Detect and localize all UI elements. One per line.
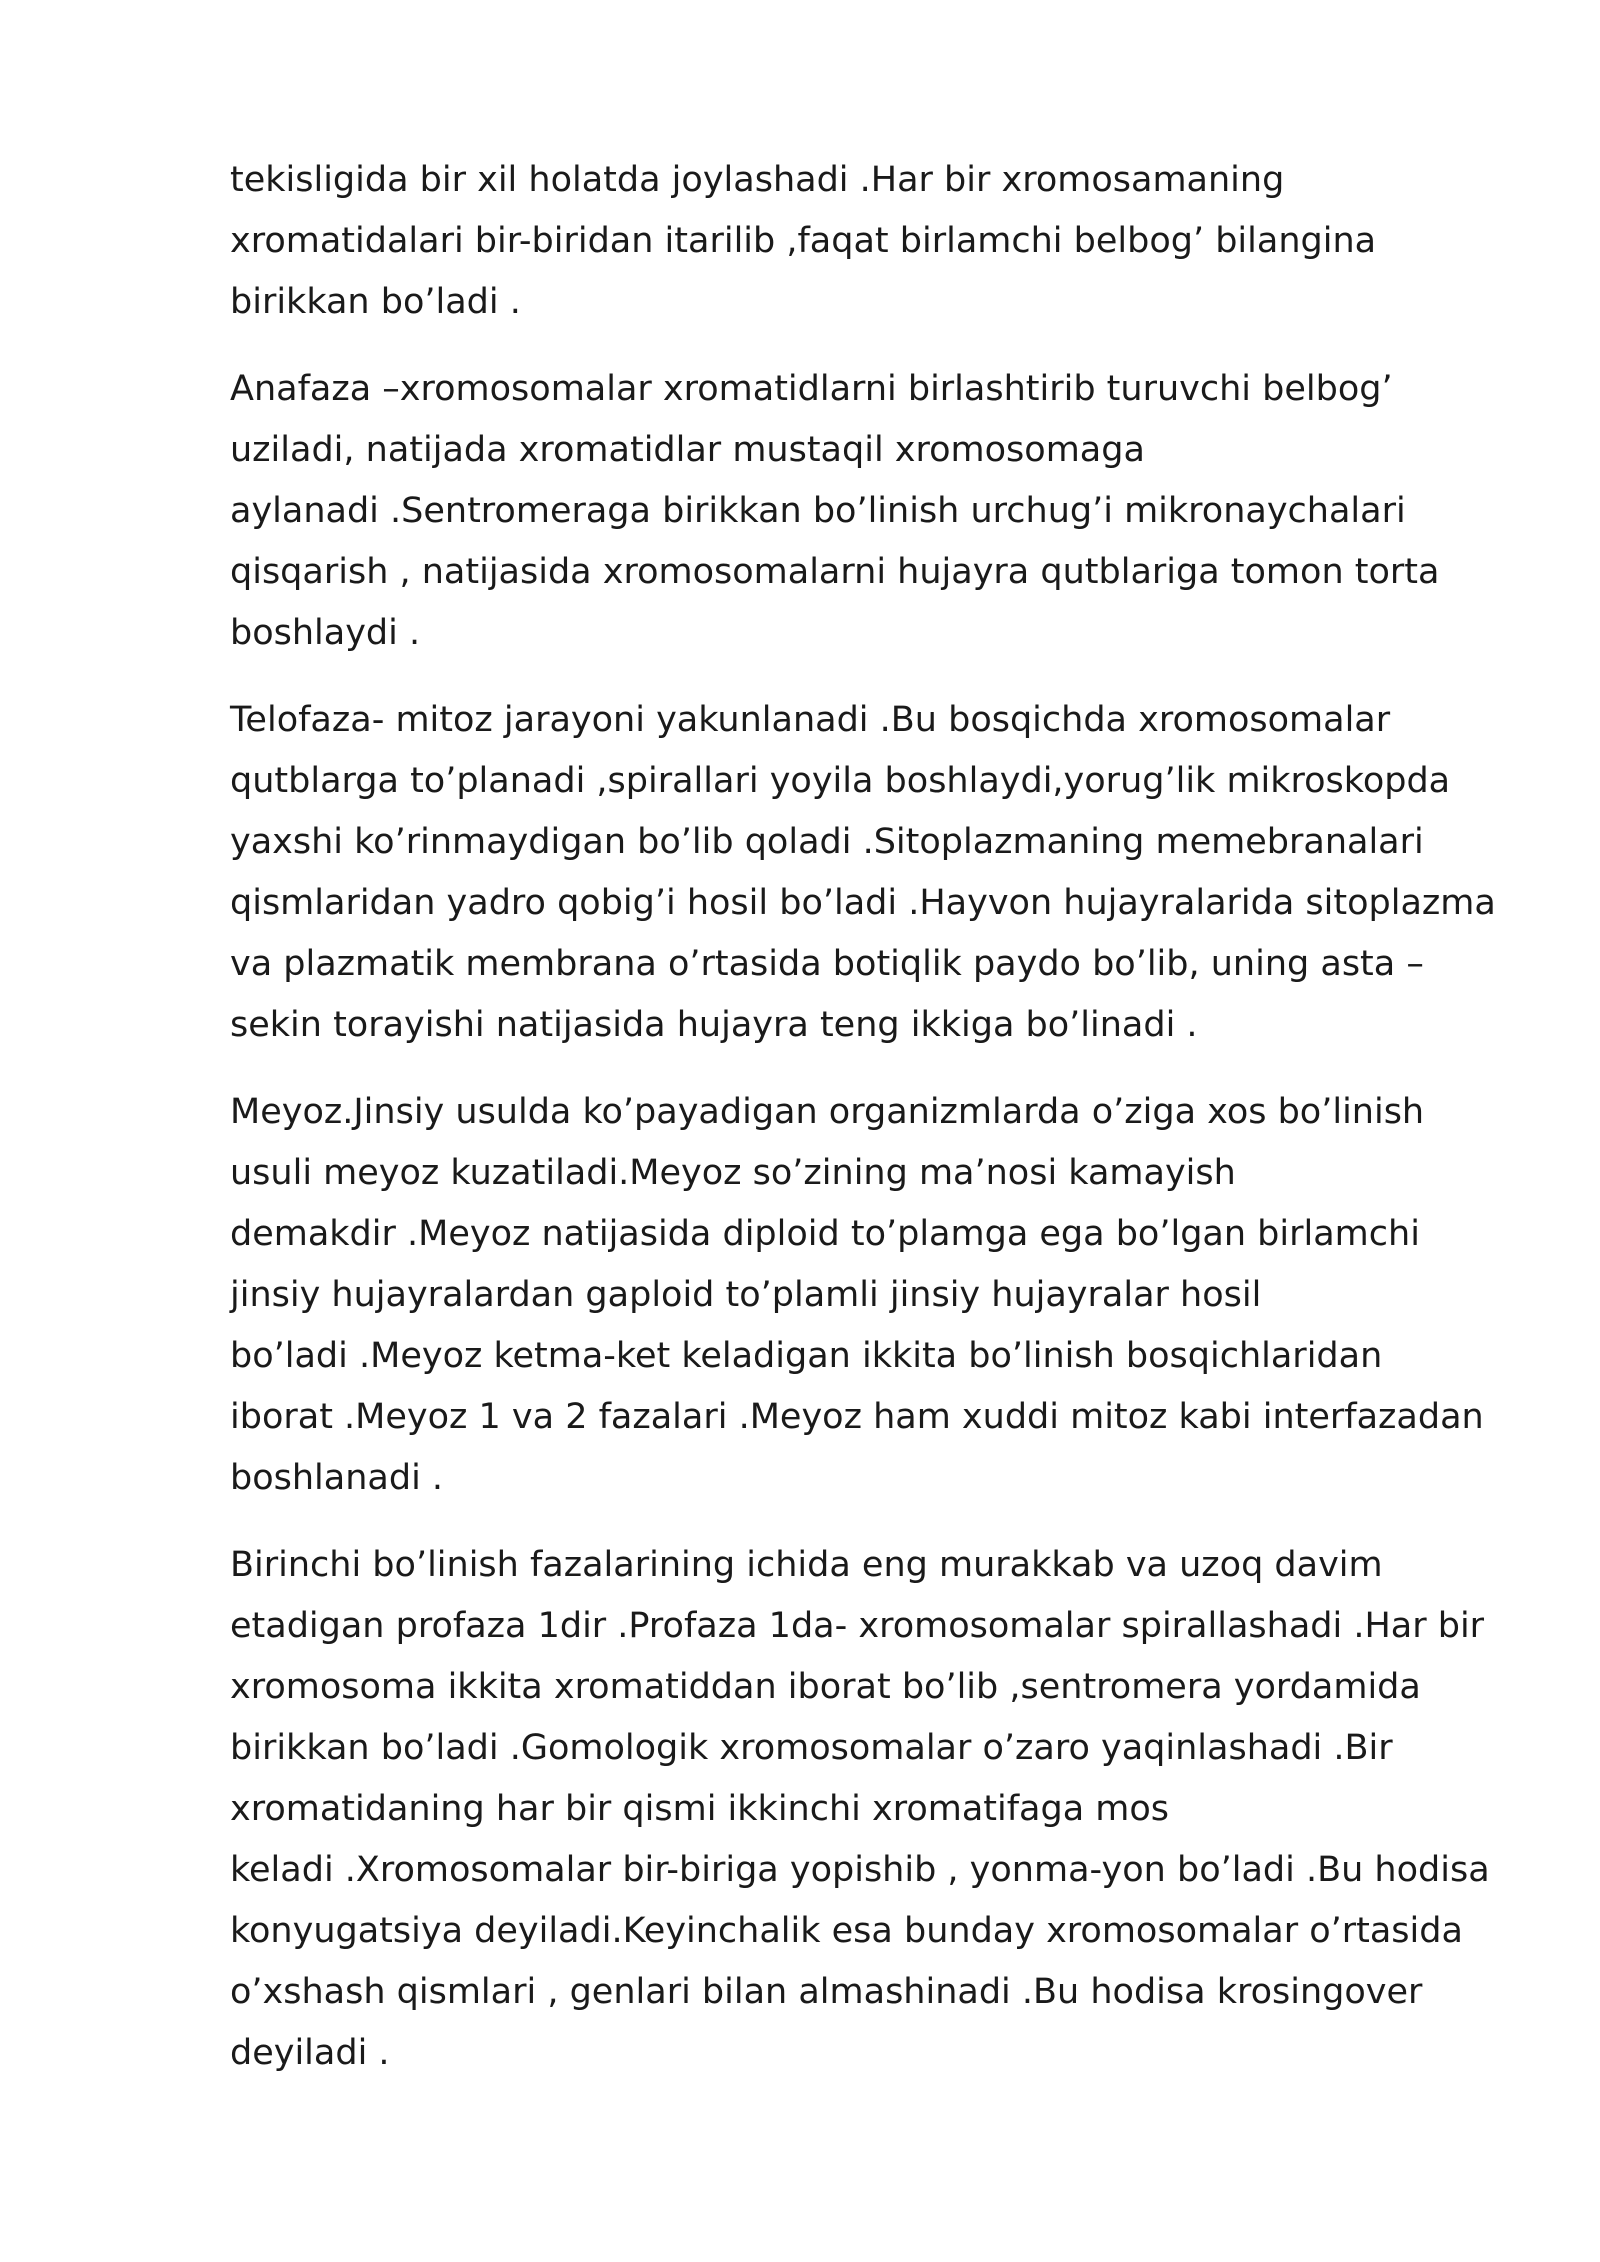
paragraph-meiosis bbox=[230, 1082, 1520, 1509]
text-line: Meyoz.Jinsiy usulda ko’payadigan organizmlarda o’ziga xos bo’linish bbox=[230, 1092, 1425, 1132]
text-line: aylanadi .Sentromeraga birikkan bo’linish urchug’i mikronaychalari bbox=[230, 491, 1406, 531]
paragraph-telophase bbox=[230, 690, 1520, 1056]
text-line: qisqarish , natijasida xromosomalarni hujayra qutblariga tomon torta bbox=[230, 552, 1440, 592]
text-line: jinsiy hujayralardan gaploid to’plamli jinsiy hujayralar hosil bbox=[230, 1275, 1262, 1315]
text-line: demakdir .Meyoz natijasida diploid to’plamga ega bo’lgan birlamchi bbox=[230, 1214, 1420, 1254]
text-line: Birinchi bo’linish fazalarining ichida eng murakkab va uzoq davim bbox=[230, 1545, 1383, 1585]
text-line: konyugatsiya deyiladi.Keyinchalik esa bunday xromosomalar o’rtasida bbox=[230, 1911, 1463, 1951]
text-line: qutblarga to’planadi ,spirallari yoyila boshlaydi,yorug’lik mikroskopda bbox=[230, 761, 1451, 801]
text-line: iborat .Meyoz 1 va 2 fazalari .Meyoz ham xuddi mitoz kabi interfazadan bbox=[230, 1397, 1484, 1437]
text-line: xromatidaning har bir qismi ikkinchi xromatifaga mos bbox=[230, 1789, 1170, 1829]
paragraph-metaphase-end bbox=[230, 150, 1520, 333]
text-line: keladi .Xromosomalar bir-biriga yopishib , yonma-yon bo’ladi .Bu hodisa bbox=[230, 1850, 1490, 1890]
text-line: xromosoma ikkita xromatiddan iborat bo’lib ,sentromera yordamida bbox=[230, 1667, 1421, 1707]
text-line: bo’ladi .Meyoz ketma-ket keladigan ikkita bo’linish bosqichlaridan bbox=[230, 1336, 1383, 1376]
text-line: uziladi, natijada xromatidlar mustaqil xromosomaga bbox=[230, 430, 1145, 470]
text-line: etadigan profaza 1dir .Profaza 1da- xromosomalar spirallashadi .Har bir bbox=[230, 1606, 1485, 1646]
text-line: Anafaza –xromosomalar xromatidlarni birlashtirib turuvchi belbog’ bbox=[230, 369, 1393, 409]
text-line: birikkan bo’ladi .Gomologik xromosomalar o’zaro yaqinlashadi .Bir bbox=[230, 1728, 1393, 1768]
text-line: Telofaza- mitoz jarayoni yakunlanadi .Bu bosqichda xromosomalar bbox=[230, 700, 1391, 740]
text-line: qismlaridan yadro qobig’i hosil bo’ladi .Hayvon hujayralarida sitoplazma bbox=[230, 883, 1496, 923]
text-line: tekisligida bir xil holatda joylashadi .Har bir xromosamaning bbox=[230, 160, 1285, 200]
text-line: va plazmatik membrana o’rtasida botiqlik paydo bo’lib, uning asta – bbox=[230, 944, 1424, 984]
text-line: o’xshash qismlari , genlari bilan almashinadi .Bu hodisa krosingover bbox=[230, 1972, 1423, 2012]
text-line: sekin torayishi natijasida hujayra teng ikkiga bo’linadi . bbox=[230, 1005, 1198, 1045]
text-line: boshlaydi . bbox=[230, 613, 421, 653]
text-line: boshlanadi . bbox=[230, 1458, 444, 1498]
document-body bbox=[230, 150, 1520, 2110]
text-line: deyiladi . bbox=[230, 2033, 390, 2073]
paragraph-prophase-one bbox=[230, 1535, 1520, 2084]
text-line: xromatidalari bir-biridan itarilib ,faqat birlamchi belbog’ bilangina bbox=[230, 221, 1377, 261]
text-line: birikkan bo’ladi . bbox=[230, 282, 521, 322]
paragraph-anaphase bbox=[230, 359, 1520, 664]
text-line: yaxshi ko’rinmaydigan bo’lib qoladi .Sitoplazmaning memebranalari bbox=[230, 822, 1424, 862]
text-line: usuli meyoz kuzatiladi.Meyoz so’zining ma’nosi kamayish bbox=[230, 1153, 1236, 1193]
